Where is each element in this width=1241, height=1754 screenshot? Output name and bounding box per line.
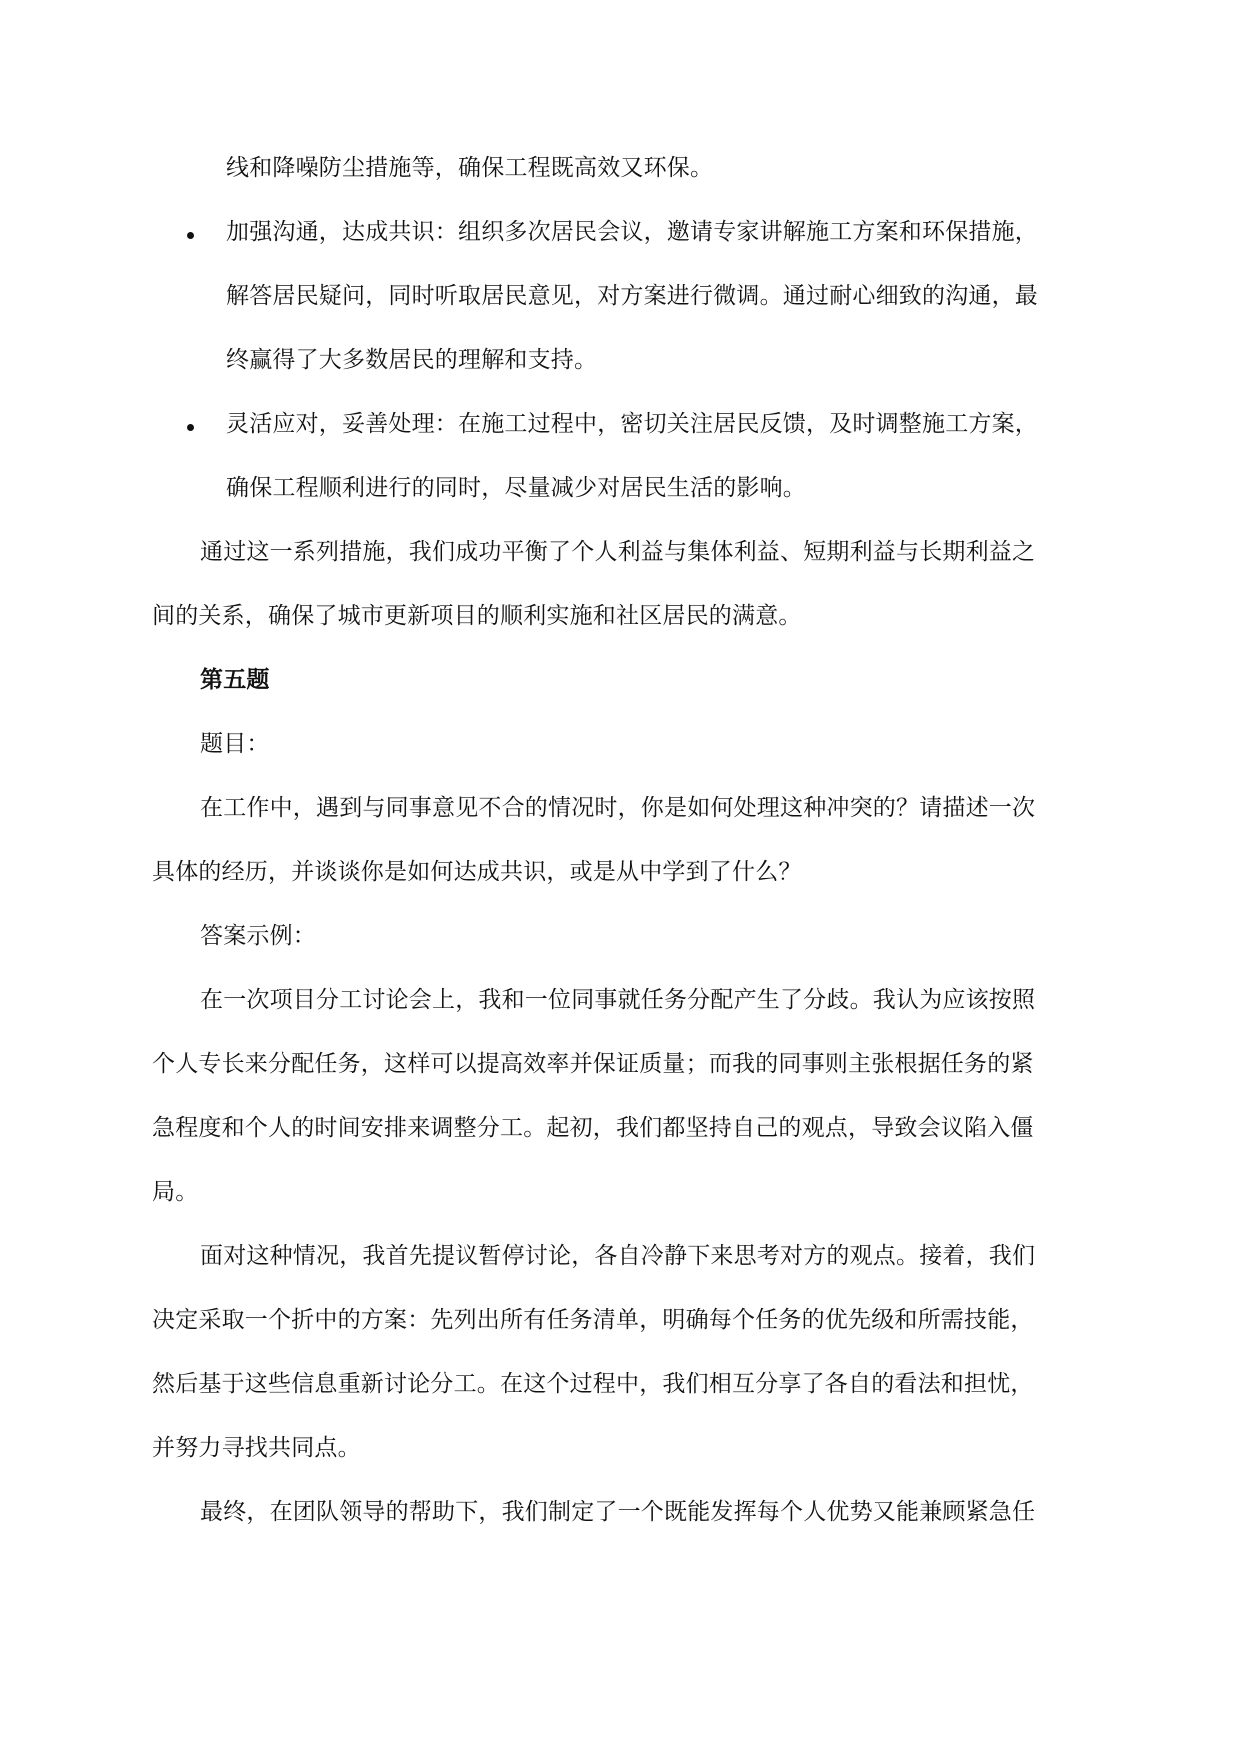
- bullet-continuation-line: 终赢得了大多数居民的理解和支持。: [226, 347, 598, 373]
- bullet-item-communication: 加强沟通，达成共识：组织多次居民会议，邀请专家讲解施工方案和环保措施，: [226, 219, 1038, 245]
- paragraph-line: 急程度和个人的时间安排来调整分工。起初，我们都坚持自己的观点，导致会议陷入僵: [152, 1115, 1034, 1141]
- paragraph-line: 局。: [152, 1179, 199, 1205]
- bullet-dot: [187, 232, 194, 239]
- paragraph-line: 个人专长来分配任务，这样可以提高效率并保证质量；而我的同事则主张根据任务的紧: [152, 1051, 1034, 1077]
- paragraph-line: 面对这种情况，我首先提议暂停讨论，各自冷静下来思考对方的观点。接着，我们: [200, 1243, 1036, 1269]
- question-text-line: 具体的经历，并谈谈你是如何达成共识，或是从中学到了什么？: [152, 859, 802, 885]
- bullet-item-flexible-response: 灵活应对，妥善处理：在施工过程中，密切关注居民反馈，及时调整施工方案，: [226, 411, 1038, 437]
- section-heading: 第五题: [200, 666, 270, 693]
- question-label: 题目：: [200, 731, 270, 757]
- paragraph-line: 在一次项目分工讨论会上，我和一位同事就任务分配产生了分歧。我认为应该按照: [200, 987, 1036, 1013]
- bullet-continuation-line: 解答居民疑问，同时听取居民意见，对方案进行微调。通过耐心细致的沟通，最: [226, 283, 1038, 309]
- bullet-continuation-line: 确保工程顺利进行的同时，尽量减少对居民生活的影响。: [226, 475, 806, 501]
- paragraph-line: 并努力寻找共同点。: [152, 1435, 361, 1461]
- paragraph-line: 间的关系，确保了城市更新项目的顺利实施和社区居民的满意。: [152, 603, 802, 629]
- paragraph-line: 决定采取一个折中的方案：先列出所有任务清单，明确每个任务的优先级和所需技能，: [152, 1307, 1034, 1333]
- answer-label: 答案示例：: [200, 923, 316, 949]
- paragraph-line: 通过这一系列措施，我们成功平衡了个人利益与集体利益、短期利益与长期利益之: [200, 539, 1036, 565]
- bullet-dot: [187, 424, 194, 431]
- bullet-continuation-line: 线和降噪防尘措施等，确保工程既高效又环保。: [226, 155, 714, 181]
- paragraph-line: 然后基于这些信息重新讨论分工。在这个过程中，我们相互分享了各自的看法和担忧，: [152, 1371, 1034, 1397]
- question-text-line: 在工作中，遇到与同事意见不合的情况时，你是如何处理这种冲突的？请描述一次: [200, 795, 1036, 821]
- paragraph-line: 最终，在团队领导的帮助下，我们制定了一个既能发挥每个人优势又能兼顾紧急任: [200, 1499, 1036, 1525]
